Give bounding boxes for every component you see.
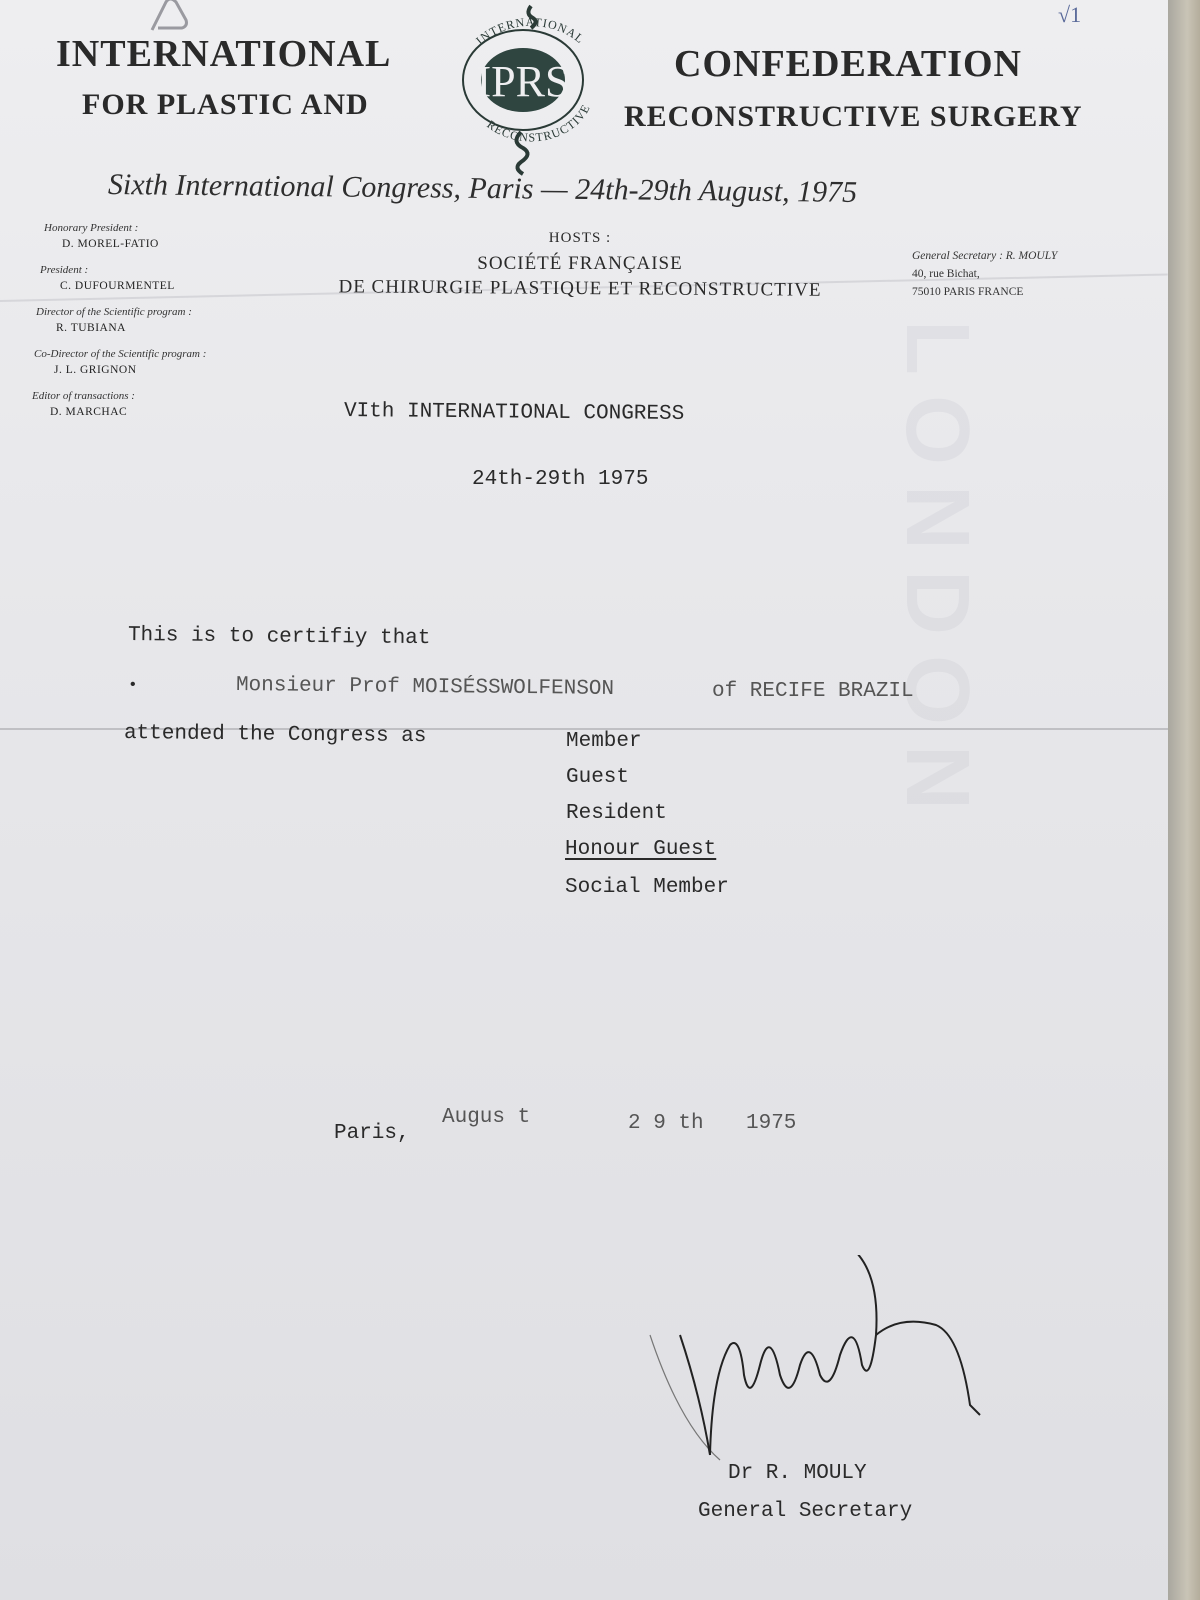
officer-label: President :: [40, 264, 89, 276]
date-month: Augus t: [442, 1106, 531, 1129]
date-year: 1975: [746, 1112, 797, 1135]
logo-ring-top: INTERNATIONAL: [473, 14, 588, 48]
officer-label: Co-Director of the Scientific program :: [34, 348, 207, 360]
signer-name: Dr R. MOULY: [728, 1462, 867, 1485]
letterhead-right-line2: RECONSTRUCTIVE SURGERY: [624, 100, 1083, 133]
attendee-origin: of RECIFE BRAZIL: [712, 680, 914, 703]
attended-line: attended the Congress as: [123, 722, 427, 749]
general-secretary-line2: 40, rue Bichat,: [912, 268, 980, 280]
paper-clip-icon: [146, 0, 190, 34]
role-social-member: Social Member: [565, 876, 729, 899]
officer-label: Director of the Scientific program :: [36, 306, 192, 318]
bullet-mark: •: [128, 676, 138, 694]
officer-name: D. MARCHAC: [50, 406, 128, 418]
letterhead-left-line1: INTERNATIONAL: [56, 33, 392, 75]
certify-line: This is to certifiy that: [127, 624, 431, 651]
officer-name: D. MOREL-FATIO: [62, 238, 159, 250]
congress-dates: 24th-29th 1975: [472, 468, 649, 491]
role-guest: Guest: [566, 766, 630, 789]
officer-name: R. TUBIANA: [56, 322, 126, 334]
officer-name: J. L. GRIGNON: [54, 364, 137, 376]
congress-line: Sixth International Congress, Paris — 24th-29th August, 1975: [107, 168, 858, 209]
hosts-line2: DE CHIRURGIE PLASTIQUE ET RECONSTRUCTIVE: [338, 276, 822, 301]
watermark: LONDON: [887, 320, 987, 830]
role-honour-guest-selected: Honour Guest: [565, 838, 717, 861]
desk-background: [1168, 0, 1200, 1600]
logo-text: IPRS: [476, 57, 570, 106]
officer-label: Editor of transactions :: [32, 390, 135, 402]
letterhead-right-line1: CONFEDERATION: [674, 43, 1022, 85]
role-resident: Resident: [566, 802, 667, 825]
handwritten-signature: [640, 1255, 1010, 1475]
role-member: Member: [566, 730, 642, 753]
general-secretary-line3: 75010 PARIS FRANCE: [912, 286, 1024, 298]
date-day: 2 9 th: [628, 1112, 704, 1135]
hosts-line1: SOCIÉTÉ FRANÇAISE: [477, 253, 683, 274]
hosts-label: HOSTS :: [548, 230, 612, 246]
date-city: Paris,: [334, 1122, 410, 1145]
signer-title: General Secretary: [698, 1500, 913, 1523]
officer-name: C. DUFOURMENTEL: [60, 280, 175, 292]
congress-title: VIth INTERNATIONAL CONGRESS: [343, 400, 685, 426]
corner-mark: √1: [1058, 2, 1082, 27]
general-secretary-line1: General Secretary : R. MOULY: [912, 250, 1058, 262]
letterhead-left-line2: FOR PLASTIC AND: [82, 88, 369, 121]
iprs-logo: [441, 4, 621, 184]
logo-ring-bottom: RECONSTRUCTIVE: [484, 101, 593, 145]
attendee-name: Monsieur Prof MOISÉSSWOLFENSON: [235, 674, 615, 701]
officer-label: Honorary President :: [44, 222, 139, 234]
